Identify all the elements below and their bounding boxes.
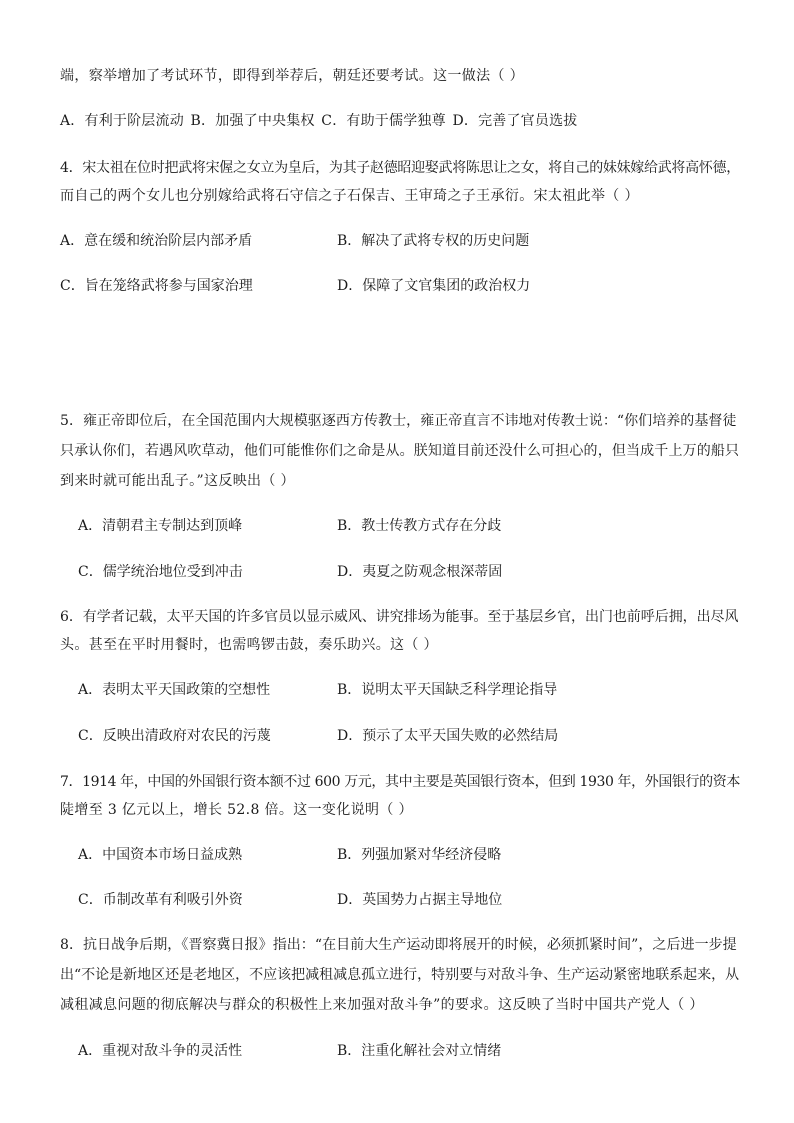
q8-stem-line1: 8．抗日战争后期，《晋察冀日报》指出：“在目前大生产运动即将展开的时候，必须抓紧时间”，之后进一步提 <box>60 937 737 953</box>
q3-stem-tail: 端，察举增加了考试环节，即得到举荐后，朝廷还要考试。这一做法（ ） <box>60 68 524 84</box>
q7-option-b: B．列强加紧对华经济侵略 <box>337 847 502 863</box>
q4-stem-line1: 4．宋太祖在位时把武将宋偓之女立为皇后，为其子赵德昭迎娶武将陈思让之女，将自己的妹妹嫁给武将高怀德， <box>60 160 740 176</box>
q5-option-a: A．清朝君主专制达到顶峰 <box>78 518 243 534</box>
q8-stem-line3: 减租减息问题的彻底解决与群众的积极性上来加强对敌斗争”的要求。这反映了当时中国共产党人（ ） <box>60 997 704 1013</box>
q5-option-b: B．教士传教方式存在分歧 <box>337 518 502 534</box>
q6-option-a: A．表明太平天国政策的空想性 <box>78 682 271 698</box>
q4-stem-line2: 而自己的两个女儿也分别嫁给武将石守信之子石保吉、王审琦之子王承衍。宋太祖此举（ ） <box>60 188 639 204</box>
q8-option-a: A．重视对敌斗争的灵活性 <box>78 1043 243 1059</box>
q5-stem-line3: 到来时就可能出乱子。”这反映出（ ） <box>60 473 295 489</box>
q6-option-b: B．说明太平天国缺乏科学理论指导 <box>337 682 558 698</box>
q4-option-d: D．保障了文官集团的政治权力 <box>337 278 531 294</box>
q6-option-d: D．预示了太平天国失败的必然结局 <box>337 728 559 744</box>
q4-option-c: C．旨在笼络武将参与国家治理 <box>60 278 253 294</box>
q6-stem-line2: 头。甚至在平时用餐时，也需鸣锣击鼓，奏乐助兴。这（ ） <box>60 637 438 653</box>
q7-option-c: C．币制改革有利吸引外资 <box>78 892 243 908</box>
q4-option-a: A．意在缓和统治阶层内部矛盾 <box>60 233 253 249</box>
q6-option-c: C．反映出清政府对农民的污蔑 <box>78 728 271 744</box>
q8-stem-line2: 出“不论是新地区还是老地区，不应该把减租减息孤立进行，特别要与对敌斗争、生产运动紧密地联系起来，从 <box>60 967 740 983</box>
q6-stem-line1: 6．有学者记载，太平天国的许多官员以显示威风、讲究排场为能事。至于基层乡官，出门也前呼后拥，出尽风 <box>60 609 739 625</box>
q8-option-b: B．注重化解社会对立情绪 <box>337 1043 502 1059</box>
q7-option-d: D．英国势力占据主导地位 <box>337 892 503 908</box>
q5-option-d: D．夷夏之防观念根深蒂固 <box>337 564 503 580</box>
q7-stem-line2: 陡增至 3 亿元以上，增长 52.8 倍。这一变化说明（ ） <box>60 802 413 818</box>
q3-options: A．有利于阶层流动 B．加强了中央集权 C．有助于儒学独尊 D．完善了官员选拔 <box>60 113 578 129</box>
q5-option-c: C．儒学统治地位受到冲击 <box>78 564 243 580</box>
q4-option-b: B．解决了武将专权的历史问题 <box>337 233 530 249</box>
q7-option-a: A．中国资本市场日益成熟 <box>78 847 243 863</box>
q5-stem-line1: 5．雍正帝即位后，在全国范围内大规模驱逐西方传教士，雍正帝直言不讳地对传教士说：“你们培养的基督徒 <box>60 413 737 429</box>
q5-stem-line2: 只承认你们，若遇风吹草动，他们可能惟你们之命是从。朕知道目前还没什么可担心的，但当成千上万的船只 <box>60 443 740 459</box>
q7-stem-line1: 7．1914 年，中国的外国银行资本额不过 600 万元，其中主要是英国银行资本，但到 1930 年，外国银行的资本 <box>60 774 740 790</box>
